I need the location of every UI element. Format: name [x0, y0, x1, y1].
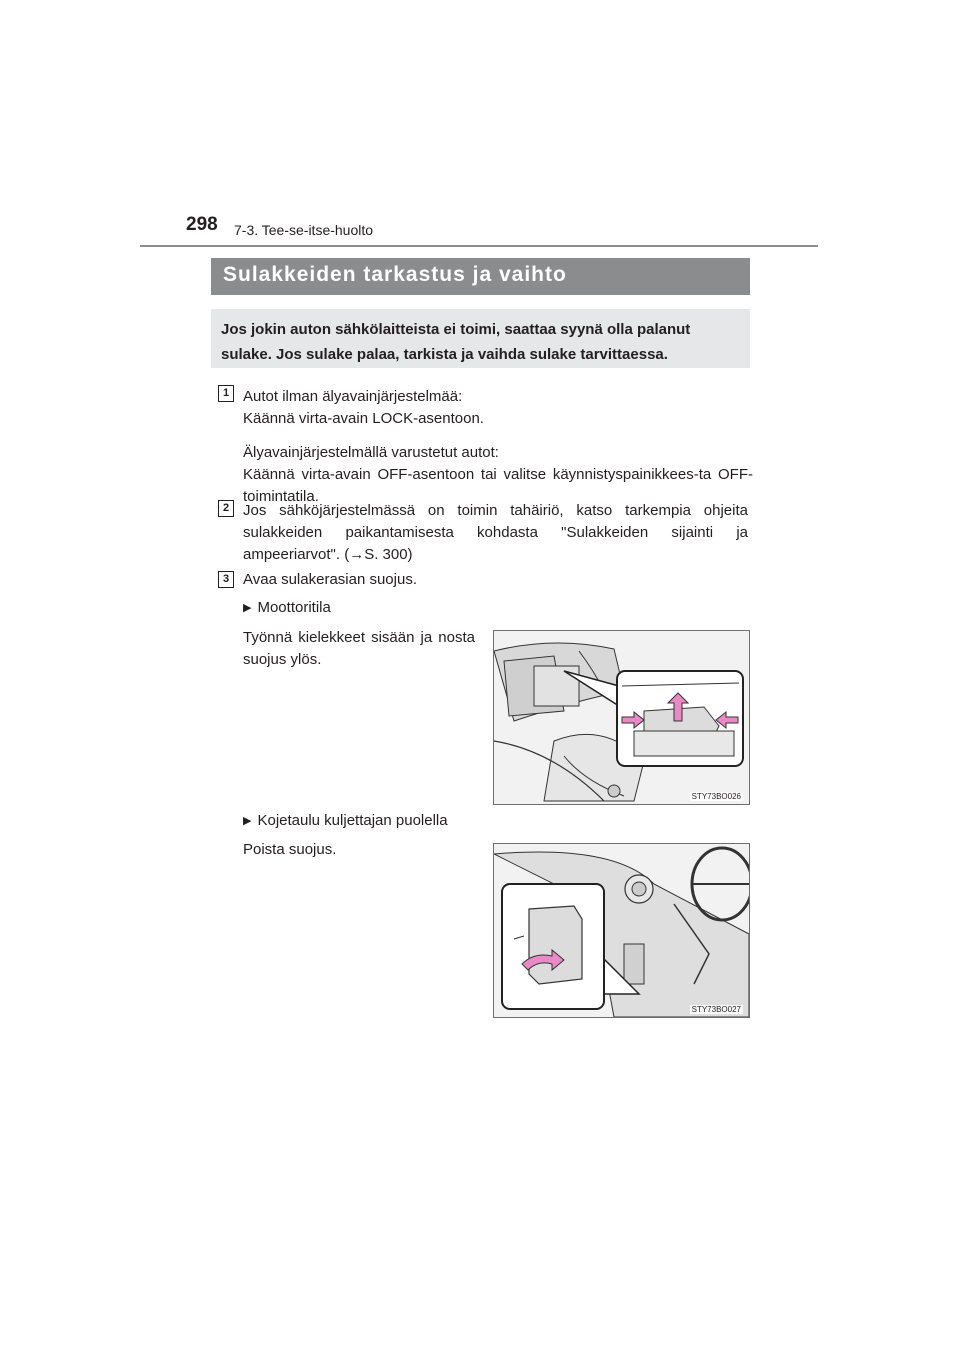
bullet-triangle-icon: ▶ — [243, 602, 252, 614]
step-1-condition-a: Autot ilman älyavainjärjestelmää: — [243, 388, 463, 405]
step-number-3: 3 — [218, 571, 234, 588]
engine-bay-illustration — [494, 631, 749, 804]
section-title: 7-3. Tee-se-itse-huolto — [234, 222, 374, 238]
intro-text: Jos jokin auton sähkölaitteista ei toimi, saattaa syynä olla palanut sulake. Jos sulake palaa, tarkista ja vaihda sulake tarvittaessa. — [221, 321, 691, 363]
step-3-text: Avaa sulakerasian suojus. — [243, 571, 417, 588]
location-label-engine: Moottoritila — [257, 599, 331, 616]
dashboard-illustration — [494, 844, 749, 1017]
instruction-engine: Työnnä kielekkeet sisään ja nosta suojus ylös. — [243, 629, 475, 668]
page-number: 298 — [186, 214, 218, 235]
step-1-condition-b: Älyavainjärjestelmällä varustetut autot: — [243, 444, 499, 461]
step-1-text — [243, 386, 753, 508]
figure-code-panel: STY73BO027 — [691, 1005, 741, 1014]
step-1-action-a: Käännä virta-avain LOCK-asentoon. — [243, 410, 484, 427]
instruction-panel: Poista suojus. — [243, 841, 337, 858]
step-1-action-b: Käännä virta-avain OFF-asentoon tai valitse käynnistyspainikkees-ta OFF-toimintatila. — [243, 466, 753, 505]
step-number-1: 1 — [218, 385, 234, 402]
bullet-triangle-icon: ▶ — [243, 815, 252, 827]
intro-box — [211, 309, 750, 368]
figure-panel-fuse-cover — [493, 843, 750, 1018]
location-label-panel: Kojetaulu kuljettajan puolella — [257, 812, 448, 829]
page-title: Sulakkeiden tarkastus ja vaihto — [223, 263, 567, 286]
figure-code-engine: STY73BO026 — [691, 792, 741, 801]
figure-engine-fuse-box — [493, 630, 750, 805]
step-2-text: Jos sähköjärjestelmässä on toimin tahäiriö, katso tarkempia ohjeita sulakkeiden paikantamisesta kohdasta "Sulakkeiden sijainti ja ampeeriarvot". (→S. 300) — [243, 502, 748, 563]
header-rule — [140, 245, 818, 247]
step-number-2: 2 — [218, 500, 234, 517]
bullet-engine-compartment — [243, 597, 331, 619]
bullet-instrument-panel — [243, 810, 448, 832]
title-bar — [211, 258, 750, 295]
